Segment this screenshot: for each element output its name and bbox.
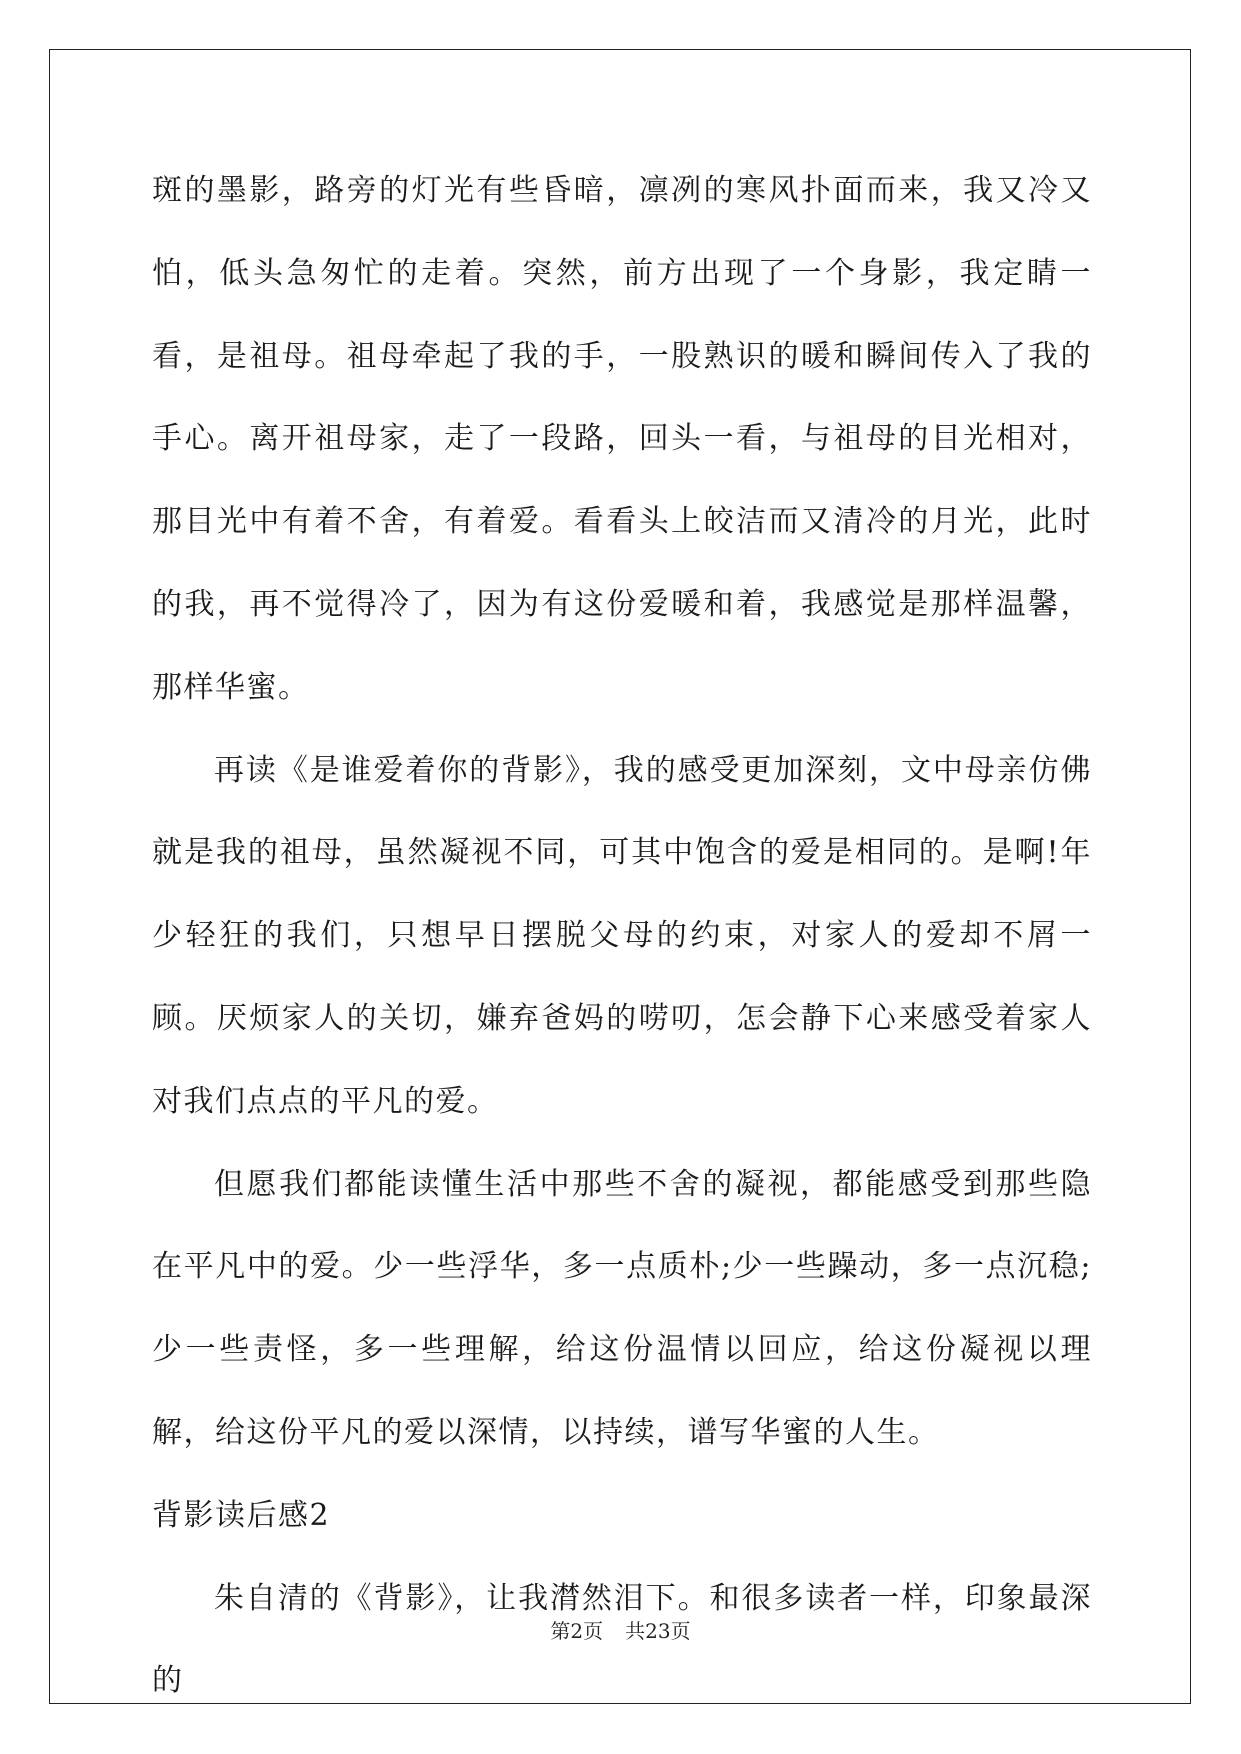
page-footer [0,1615,1241,1644]
paragraph: 但愿我们都能读懂生活中那些不舍的凝视，都能感受到那些隐在平凡中的爱。少一些浮华，多一点质朴;少一些躁动，多一点沉稳;少一些责怪，多一些理解，给这份温情以回应，给这份凝视以理解，给这份平凡的爱以深情，以持续，谱写华蜜的人生。 [152,1166,1092,1450]
page-total: 共23页 [625,1619,691,1643]
section-heading: 背影读后感2 [152,1497,331,1533]
paragraph: 再读《是谁爱着你的背影》，我的感受更加深刻，文中母亲仿佛就是我的祖母，虽然凝视不同，可其中饱含的爱是相同的。是啊!年少轻狂的我们，只想早日摆脱父母的约束，对家人的爱却不屑一顾。厌烦家人的关切，嫌弃爸妈的唠叨，怎会静下心来感受着家人对我们点点的平凡的爱。 [152,752,1092,1119]
document-body [152,150,1092,1723]
page-number: 第2页 [550,1619,604,1643]
paragraph: 斑的墨影，路旁的灯光有些昏暗，凛冽的寒风扑面而来，我又冷又怕，低头急匆忙的走着。突然，前方出现了一个身影，我定睛一看，是祖母。祖母牵起了我的手，一股熟识的暖和瞬间传入了我的手心。离开祖母家，走了一段路，回头一看，与祖母的目光相对，那目光中有着不舍，有着爱。看看头上皎洁而又清冷的月光，此时的我，再不觉得冷了，因为有这份爱暖和着，我感觉是那样温馨，那样华蜜。 [152,173,1092,705]
paragraph: 朱自清的《背影》，让我潸然泪下。和很多读者一样，印象最深的 [152,1580,1092,1699]
